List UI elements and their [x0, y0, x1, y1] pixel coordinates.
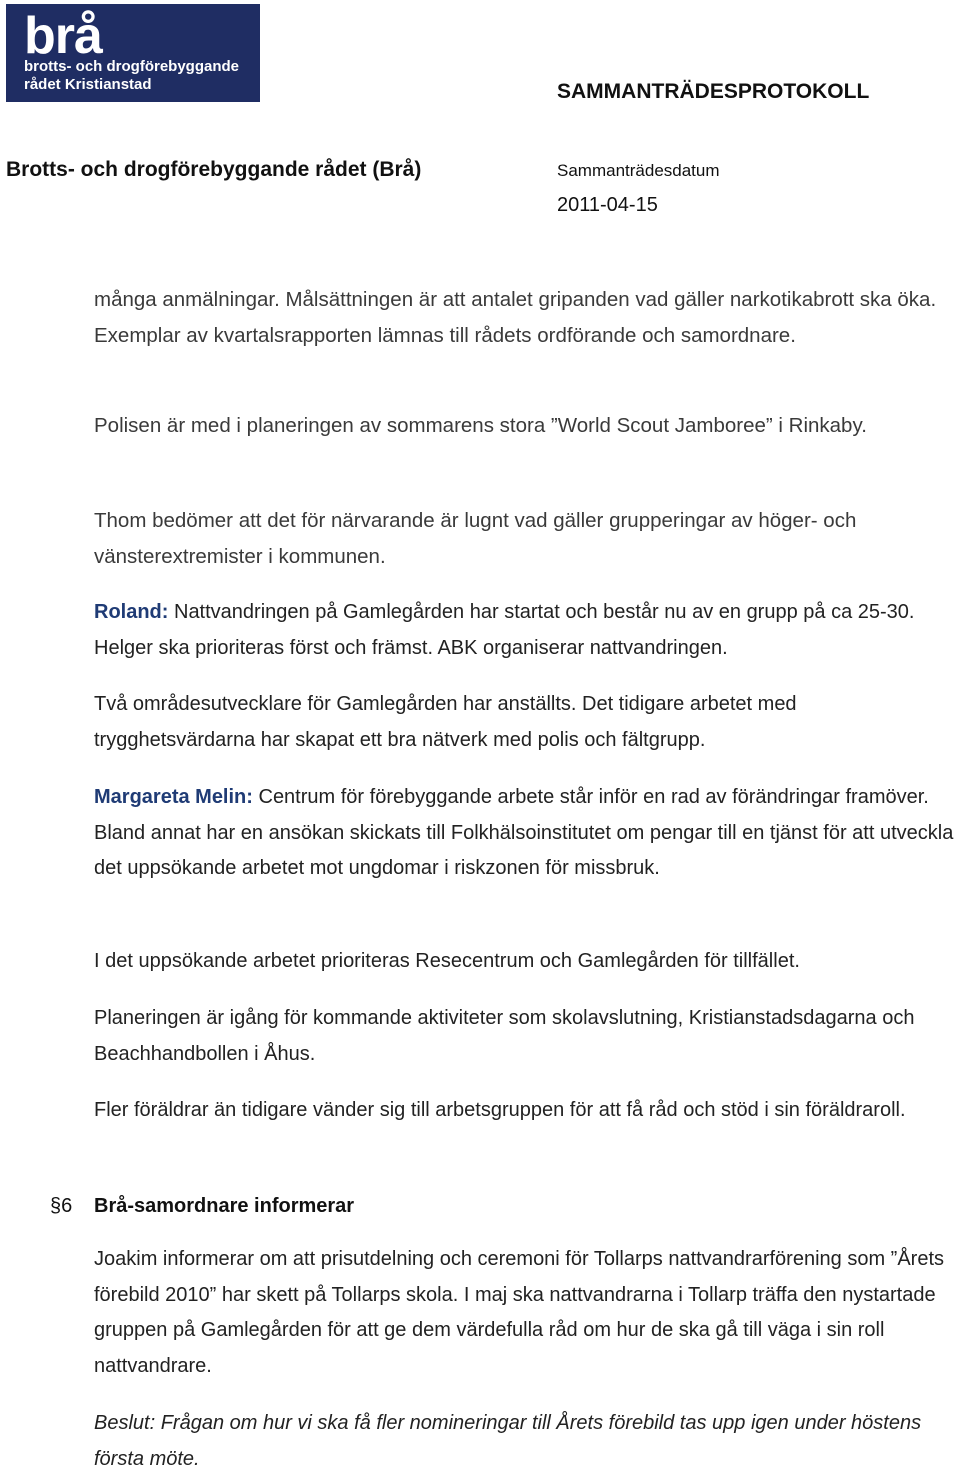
bra-logo: [6, 4, 260, 102]
paragraph-roland-text: Nattvandringen på Gamlegården har startat och består nu av en grupp på ca 25-30. Helger ska prioriteras först och främst. ABK organiserar nattvandringen.: [94, 601, 915, 659]
paragraph-roland: [94, 595, 960, 666]
speaker-margareta-melin: Margareta Melin:: [94, 786, 253, 808]
logo-tagline-line1: brotts- och drogförebyggande: [24, 58, 239, 75]
paragraph-margareta-text: Centrum för förebyggande arbete står inför en rad av förändringar framöver. Bland annat har en ansökan skickats till Folkhälsoinstitutet om pengar till en tjänst för att utveckla det uppsökande arbetet mot ungdomar i riskzonen för missbruk.: [94, 786, 954, 879]
organization-name: Brotts- och drogförebyggande rådet (Brå): [6, 158, 422, 181]
paragraph-outreach-priority: I det uppsökande arbetet prioriteras Resecentrum och Gamlegården för tillfället.: [94, 950, 800, 972]
meeting-date-value: 2011-04-15: [557, 194, 658, 216]
paragraph-joakim: Joakim informerar om att prisutdelning och ceremoni för Tollarps nattvandrarförening som ”Årets förebild 2010” har skett på Tollarps skola. I maj ska nattvandrarna i Tollarp träffa den nystartade gruppen på Gamlegården för att ge dem värdefulla råd om hur de ska gå till väga i sin roll nattvandrare.: [94, 1248, 944, 1377]
logo-wordmark: brå: [24, 7, 102, 65]
speaker-roland: Roland:: [94, 601, 169, 623]
paragraph-decision: Beslut: Frågan om hur vi ska få fler nomineringar till Årets förebild tas upp igen under höstens första möte.: [94, 1412, 922, 1470]
paragraph-parents: Fler föräldrar än tidigare vänder sig till arbetsgruppen för att få råd och stöd i sin föräldraroll.: [94, 1099, 906, 1121]
meeting-date-label: Sammanträdesdatum: [557, 161, 720, 180]
paragraph-area-developers: Två områdesutvecklare för Gamlegården har anställts. Det tidigare arbetet med trygghetsvärdarna har skapat ett bra nätverk med polis och fältgrupp.: [94, 693, 797, 751]
logo-tagline-line2: rådet Kristianstad: [24, 76, 152, 93]
paragraph-margareta: [94, 780, 960, 887]
paragraph-extremists: Thom bedömer att det för närvarande är lugnt vad gäller grupperingar av höger- och vänsterextremister i kommunen.: [94, 509, 857, 568]
paragraph-planning: Planeringen är igång för kommande aktiviteter som skolavslutning, Kristianstadsdagarna och Beachhandbollen i Åhus.: [94, 1007, 915, 1065]
section-title: Brå-samordnare informerar: [94, 1195, 355, 1217]
paragraph-jamboree: Polisen är med i planeringen av sommarens stora ”World Scout Jamboree” i Rinkaby.: [94, 414, 867, 437]
document-title: SAMMANTRÄDESPROTOKOLL: [557, 80, 870, 103]
paragraph-police-report: många anmälningar. Målsättningen är att antalet gripanden vad gäller narkotikabrott ska öka. Exemplar av kvartalsrapporten lämnas till rådets ordförande och samordnare.: [94, 288, 937, 347]
section-number: §6: [50, 1195, 73, 1217]
